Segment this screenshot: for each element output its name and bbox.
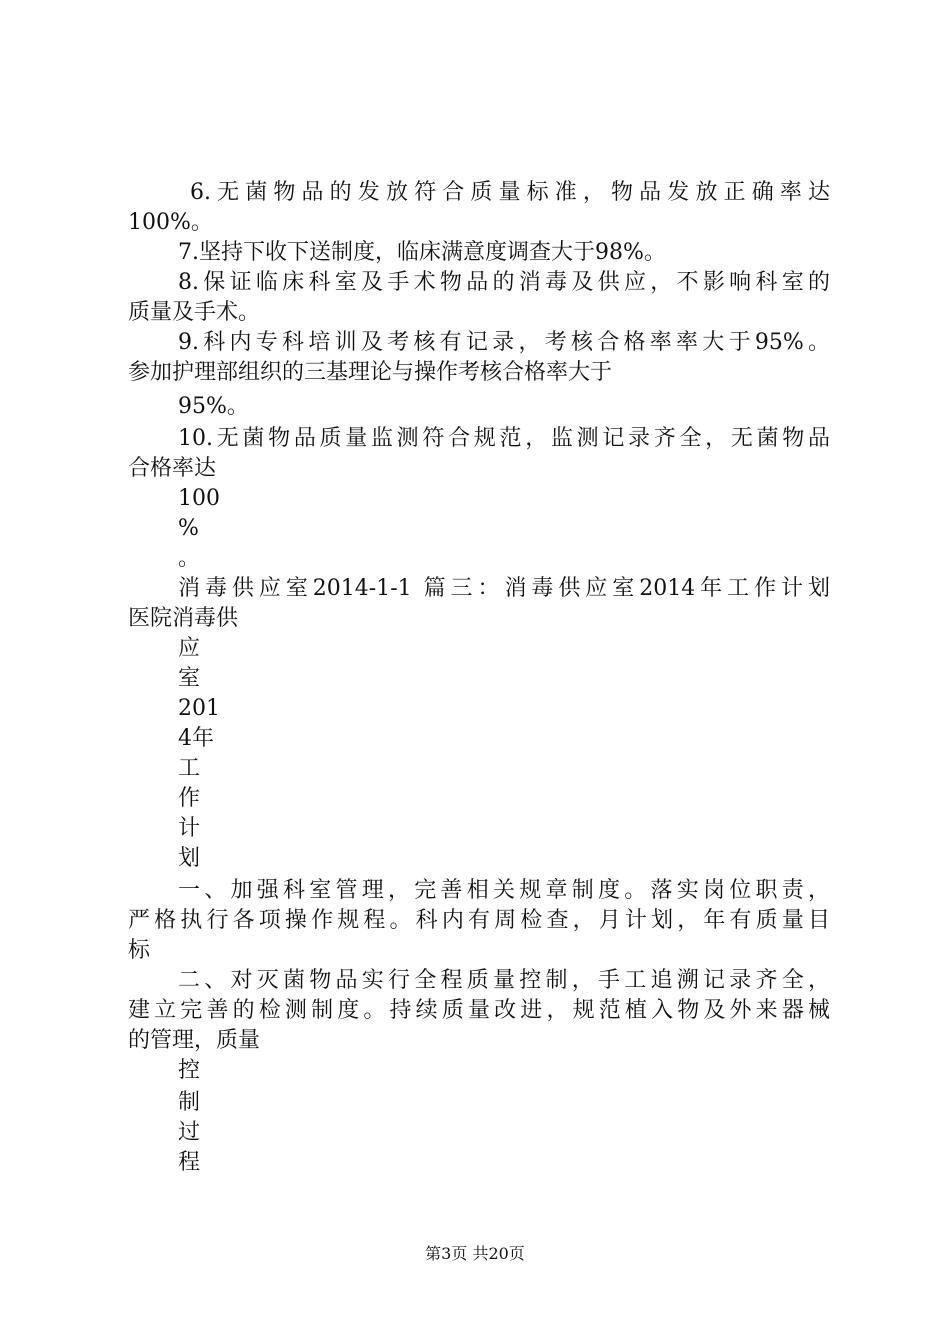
text-line: 7.坚持下收下送制度，临床满意度调查大于98%。: [178, 240, 666, 265]
text-line: 201: [178, 696, 220, 721]
text-line: 控: [178, 1058, 201, 1083]
text-line: 过: [178, 1120, 201, 1145]
text-line: 室: [178, 666, 201, 691]
text-line: 95%。: [178, 394, 249, 419]
text-line: 工: [178, 756, 201, 781]
text-line: 划: [178, 846, 201, 871]
text-line: 二、对灭菌物品实行全程质量控制，手工追溯记录齐全，: [178, 968, 830, 993]
text-line: 的管理，质量: [128, 1028, 261, 1053]
text-line: 8.保证临床科室及手术物品的消毒及供应，不影响科室的: [178, 270, 830, 295]
text-line: %: [178, 516, 199, 541]
text-line: 9.科内专科培训及考核有记录，考核合格率率大于95%。: [178, 330, 830, 355]
text-line: 消毒供应室2014-1-1 篇三：消毒供应室2014年工作计划: [178, 576, 830, 601]
text-line: 严格执行各项操作规程。科内有周检查，月计划，年有质量目: [128, 908, 830, 933]
text-line: 。: [178, 546, 201, 571]
text-line: 建立完善的检测制度。持续质量改进，规范植入物及外来器械: [128, 998, 830, 1023]
text-line: 标: [128, 938, 151, 963]
page-number-footer: 第3页 共20页: [425, 1244, 525, 1263]
text-line: 参加护理部组织的三基理论与操作考核合格率大于: [128, 360, 613, 385]
text-line: 4年: [178, 726, 214, 751]
text-line: 程: [178, 1150, 201, 1175]
text-line: 应: [178, 636, 201, 661]
text-line: 质量及手术。: [128, 300, 261, 325]
text-line: 100: [178, 486, 220, 511]
text-line: 制: [178, 1090, 201, 1115]
text-line: 10.无菌物品质量监测符合规范，监测记录齐全，无菌物品: [178, 426, 830, 451]
text-line: 医院消毒供: [128, 606, 239, 631]
text-line: 100%。: [128, 210, 213, 235]
text-line: 作: [178, 786, 201, 811]
text-line: 计: [178, 816, 201, 841]
text-line: 合格率达: [128, 456, 217, 481]
text-line: 一、加强科室管理，完善相关规章制度。落实岗位职责，: [178, 878, 830, 903]
text-line: 6.无菌物品的发放符合质量标准，物品发放正确率达: [190, 180, 830, 205]
